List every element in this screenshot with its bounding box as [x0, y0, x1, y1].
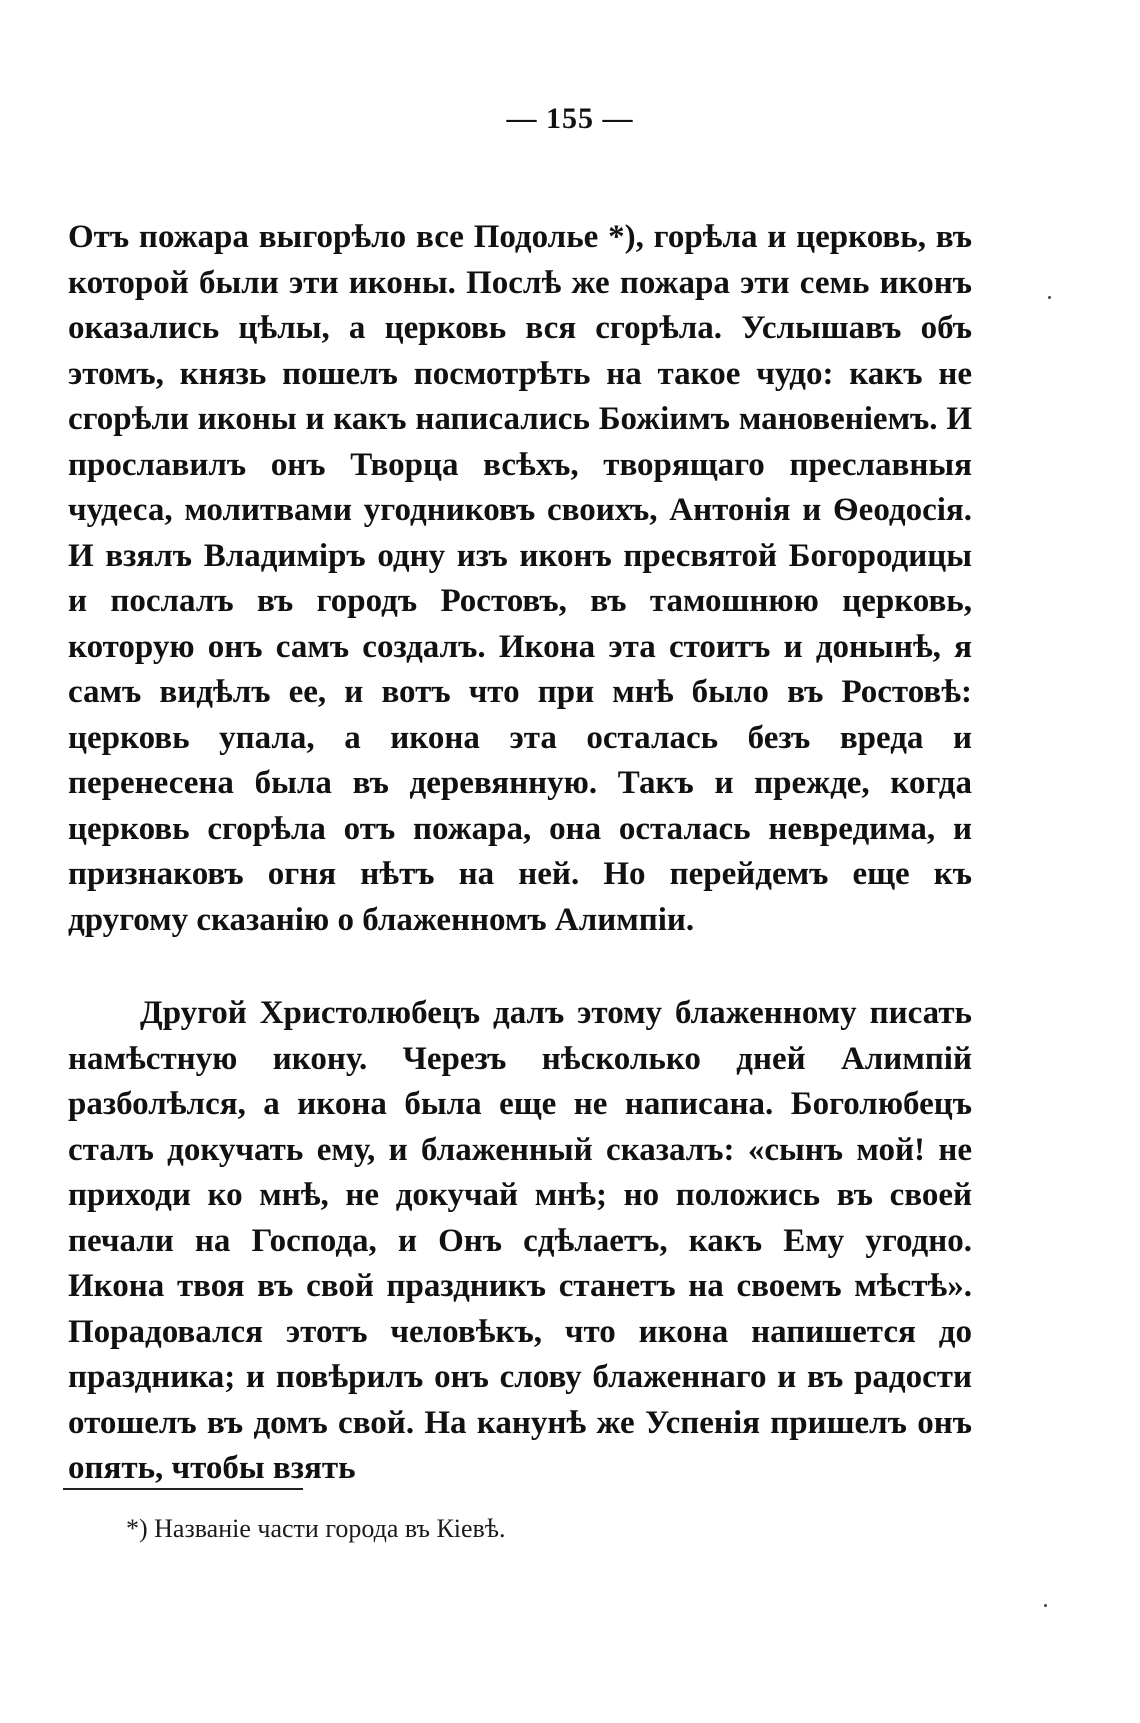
body-paragraph-1: Отъ пожара выгорѣло все Подолье *), горѣла и церковь, въ которой были эти иконы. Послѣ же пожара эти семь иконъ оказались цѣлы, а церковь вся сгорѣла. Услышавъ объ этомъ, князь пошелъ посмотрѣть на такое чудо: какъ не сгорѣли иконы и какъ написались Божіимъ мановеніемъ. И прославилъ онъ Творца всѣхъ, творящаго преславныя чудеса, молитвами угодниковъ своихъ, Антонія и Ѳеодосія. И взялъ Владиміръ одну изъ иконъ пресвятой Богородицы и послалъ въ городъ Ростовъ, въ тамошнюю церковь, которую онъ самъ создалъ. Икона эта стоитъ и донынѣ, я самъ видѣлъ ее, и вотъ что при мнѣ было въ Ростовѣ: церковь упала, а икона эта осталась безъ вреда и перенесена была въ деревянную. Такъ и прежде, когда церковь сгорѣла отъ пожара, она осталась невредима, и признаковъ огня нѣтъ на ней. Но перейдемъ еще къ другому сказанію о блаженномъ Алимпіи. [68, 219, 972, 938]
body-paragraph-2: Другой Христолюбецъ далъ этому блаженному писать намѣстную икону. Черезъ нѣсколько дней Алимпій разболѣлся, а икона была еще не написана. Боголюбецъ сталъ докучать ему, и блаженный сказалъ: «сынъ мой! не приходи ко мнѣ, не докучай мнѣ; но положись въ своей печали на Господа, и Онъ сдѣлаетъ, какъ Ему угодно. Икона твоя въ свой праздникъ станетъ на своемъ мѣстѣ». Порадовался этотъ человѣкъ, что икона напишется до праздника; и повѣрилъ онъ слову блаженнаго и въ радости отошелъ въ домъ свой. На канунѣ же Успенія пришелъ онъ опять, чтобы взять [68, 995, 972, 1486]
footnote-divider [63, 1488, 303, 1490]
scan-speck [1044, 1604, 1047, 1607]
footnote: *) Названіе части города въ Кіевѣ. [126, 1514, 506, 1543]
page-number: — 155 — [506, 102, 634, 135]
scan-speck [1048, 296, 1051, 299]
